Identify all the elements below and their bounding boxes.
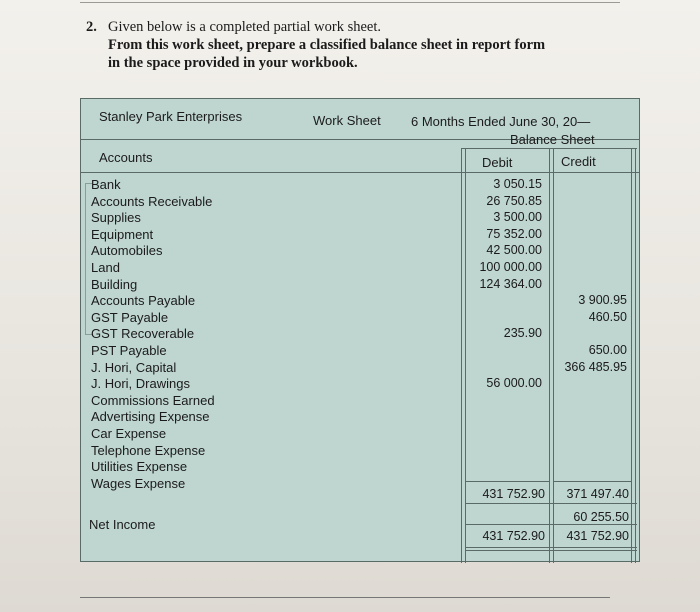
double-rule (465, 547, 637, 548)
account-name: GST Recoverable (91, 326, 195, 342)
debit-amount: 56 000.00 (486, 376, 542, 391)
account-name: PST Payable (91, 343, 167, 358)
credit-amount: 3 900.95 (578, 293, 627, 308)
question-line-2: From this work sheet, prepare a classified balance sheet in report form (108, 37, 546, 53)
account-name: Bank (91, 177, 121, 192)
debit-amount: 235.90 (503, 326, 542, 341)
net-income-credit: 60 255.50 (573, 510, 629, 524)
account-name: Commissions Earned (91, 392, 215, 408)
total-debit: 431 752.90 (482, 487, 545, 501)
worksheet-title: Work Sheet (313, 113, 381, 128)
top-rule (80, 2, 620, 3)
account-name: J. Hori, Drawings (91, 376, 190, 392)
account-name: J. Hori, Capital (91, 359, 177, 375)
credit-amount: 366 485.95 (564, 359, 627, 374)
question-number: 2. (86, 19, 97, 35)
net-income-label: Net Income (89, 517, 156, 532)
account-name: Land (91, 260, 120, 275)
company-name: Stanley Park Enterprises (99, 109, 243, 124)
account-name: Utilities Expense (91, 459, 188, 475)
accounts-header: Accounts (99, 150, 153, 165)
account-name: Automobiles (91, 243, 163, 259)
debit-amount: 42 500.00 (486, 243, 542, 258)
account-name: Building (91, 276, 138, 292)
debit-amount: 3 050.15 (493, 177, 542, 191)
account-name: Advertising Expense (91, 409, 210, 425)
account-name: Accounts Payable (91, 293, 196, 309)
total-underline (465, 503, 637, 504)
account-name: Accounts Receivable (91, 193, 213, 209)
question-line-3: in the space provided in your workbook. (108, 55, 358, 71)
credit-amount: 460.50 (588, 309, 627, 324)
grand-total-credit: 431 752.90 (566, 529, 629, 543)
account-name: Wages Expense (91, 475, 186, 491)
column-rule (631, 148, 632, 563)
account-name: Supplies (91, 210, 141, 226)
grand-total-rule (465, 524, 637, 525)
column-rule (635, 148, 636, 563)
double-rule (465, 550, 637, 551)
worksheet-period: 6 Months Ended June 30, 20— (411, 114, 591, 129)
debit-amount: 124 364.00 (479, 276, 542, 291)
balance-sheet-heading: Balance Sheet (510, 132, 595, 147)
bottom-rule (80, 597, 610, 598)
work-sheet (80, 98, 640, 562)
account-name: Equipment (91, 226, 154, 242)
debit-amount: 75 352.00 (486, 226, 542, 241)
total-credit: 371 497.40 (566, 487, 629, 501)
debit-header: Debit (482, 155, 513, 170)
total-rule (465, 481, 549, 482)
total-rule (553, 481, 631, 482)
credit-amount: 650.00 (588, 343, 627, 357)
credit-header: Credit (561, 154, 596, 169)
debit-amount: 100 000.00 (479, 260, 542, 274)
debit-amount: 26 750.85 (486, 193, 542, 208)
question-line-1: Given below is a completed partial work sheet. (108, 19, 382, 35)
debit-amount: 3 500.00 (493, 210, 542, 225)
account-name: Car Expense (91, 426, 167, 441)
account-name: Telephone Expense (91, 442, 206, 458)
grand-total-debit: 431 752.90 (482, 529, 545, 543)
account-name: GST Payable (91, 309, 169, 325)
